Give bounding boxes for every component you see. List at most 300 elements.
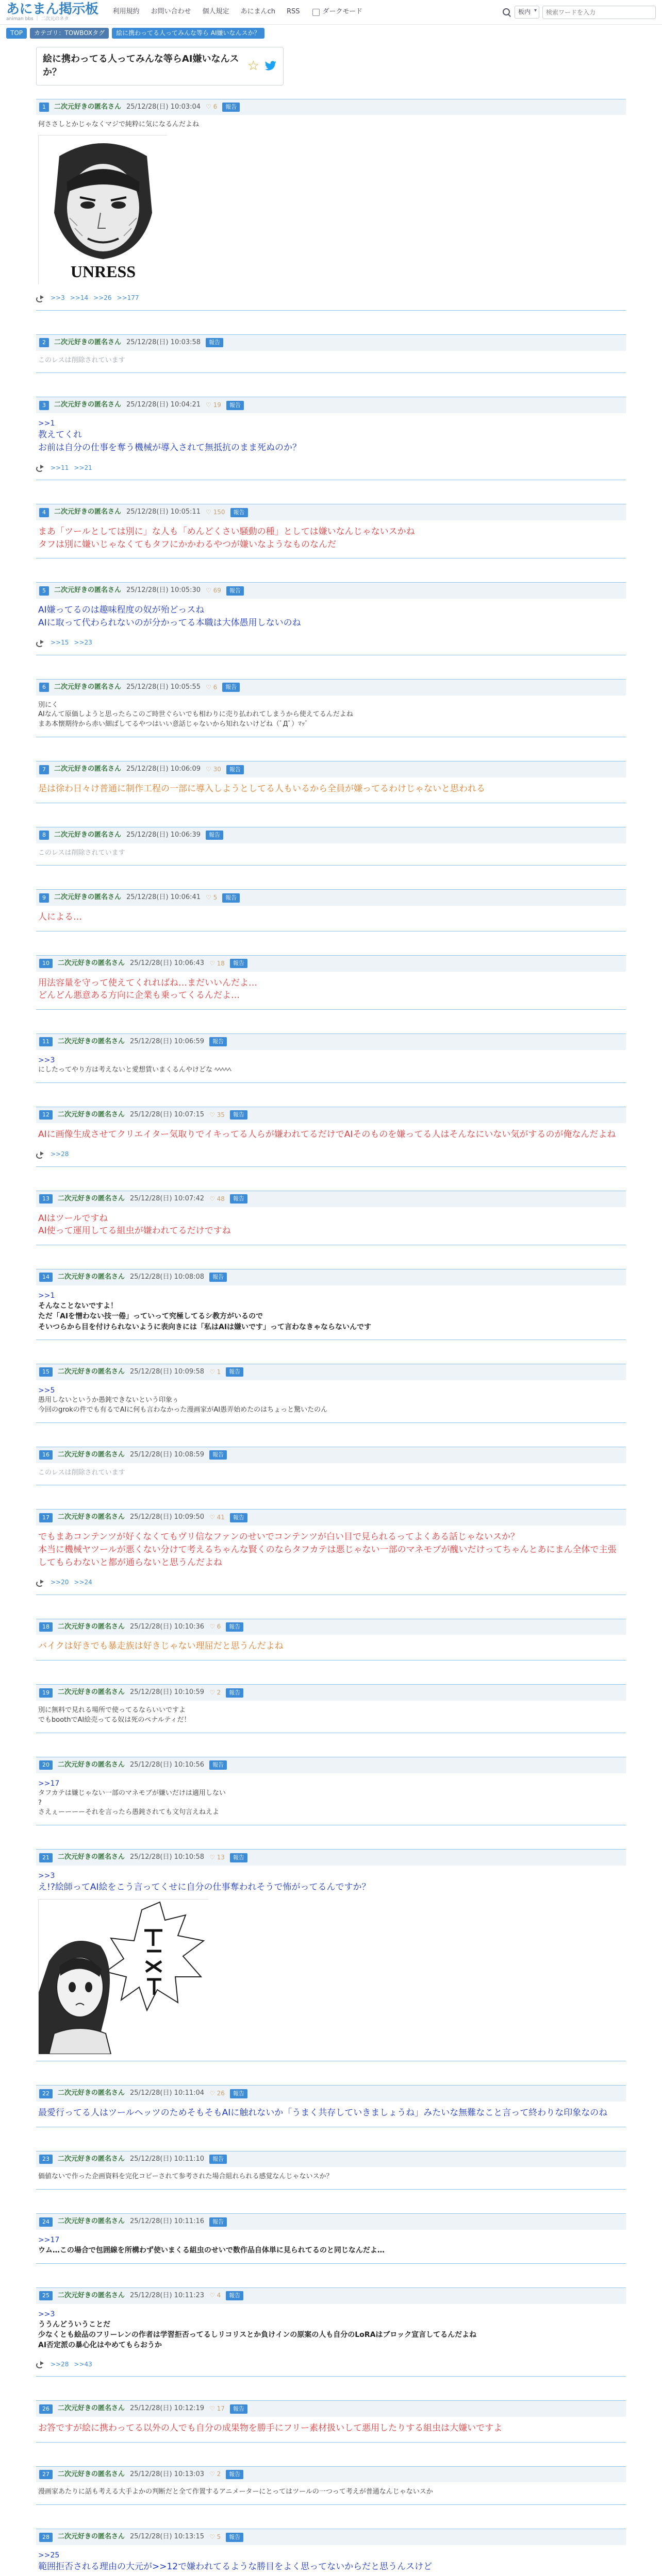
post-text-line: AI嫌ってるのは趣味程度の奴が殆どっスね — [38, 605, 205, 616]
thread-title-box — [36, 47, 284, 85]
breadcrumb — [0, 25, 662, 42]
post-text-line: このレスは削除されています — [38, 356, 125, 364]
post — [36, 761, 626, 803]
poster-name: 二次元好きの匿名さん — [58, 1688, 125, 1697]
reply-arrow-icon — [36, 295, 45, 301]
post-date: 25/12/28(日) 10:11:23 — [130, 2291, 205, 2299]
post — [36, 1757, 626, 1826]
reply-list — [36, 638, 626, 647]
post-date: 25/12/28(日) 10:07:42 — [130, 1194, 205, 1202]
post — [36, 2213, 626, 2263]
post-body — [36, 1463, 626, 1478]
post-number[interactable]: 28 — [39, 2533, 53, 2542]
post-number[interactable]: 17 — [39, 1513, 53, 1522]
post-text-line: 何ささしとかじゃなくマジで純粋に気になるんだよね — [38, 121, 200, 129]
poster-name: 二次元好きの匿名さん — [58, 2533, 125, 2541]
thread-title: 絵に携わってる人ってみんな等らAI嫌いなんスか？ — [43, 54, 239, 78]
post-number[interactable]: 21 — [39, 1853, 53, 1862]
post-header — [36, 1191, 626, 1207]
reply-link[interactable]: >>20 — [51, 1579, 69, 1586]
post-number[interactable]: 8 — [39, 831, 49, 840]
poster-name: 二次元好きの匿名さん — [58, 2291, 125, 2299]
post-text-line: 範囲拒否される理由の大元が>>12で嫌われてるような勝目をよく思ってないからだと思うんスけど — [38, 2562, 433, 2572]
post-text-line: AIはツールですね — [38, 1213, 108, 1224]
post — [36, 1849, 626, 2061]
nav-link[interactable]: あにまんch — [240, 8, 275, 16]
reply-anchor-link[interactable]: >>1 — [38, 1291, 55, 1300]
reply-list — [36, 294, 626, 302]
poster-name: 二次元好きの匿名さん — [58, 1853, 125, 1861]
post — [36, 1684, 626, 1733]
search-scope-select[interactable]: 板内 ▾ — [515, 6, 539, 19]
reply-list — [36, 1578, 626, 1587]
post-text-line: え!?絵師ってAI絵をこう言ってくせに自分の仕事奪われそうで怖がってるんですか？ — [38, 1882, 371, 1893]
like-count[interactable]: ♡ 35 — [209, 1111, 225, 1118]
post-header — [36, 1364, 626, 1380]
post-header — [36, 1107, 626, 1123]
breadcrumb-item[interactable]: カテゴリ：TOWBOXタグ — [30, 28, 109, 39]
reply-anchor-link[interactable]: >>25 — [38, 2551, 60, 2560]
like-count-value: 150 — [213, 508, 225, 516]
reply-anchor-link[interactable]: >>3 — [38, 1056, 55, 1064]
dark-mode-checkbox[interactable] — [312, 9, 320, 16]
site-logo[interactable] — [6, 3, 98, 22]
poster-name: 二次元好きの匿名さん — [54, 893, 122, 902]
post-text-line: まあ「ツールとしては別に」な人も「めんどくさい騒動の種」としては嫌いなんじゃないスかね — [38, 527, 415, 537]
post — [36, 889, 626, 931]
reply-anchor-link[interactable]: >>5 — [38, 1386, 55, 1395]
post-date: 25/12/28(日) 10:10:59 — [130, 1688, 205, 1697]
post-text-line: ただ「AIを憎わない技一倦」っていって究極してるシ教方がいるので — [38, 1312, 263, 1321]
breadcrumb-item[interactable]: TOP — [6, 28, 27, 39]
post-header — [36, 334, 626, 351]
report-button[interactable]: 報告 — [230, 959, 247, 968]
post-body — [36, 777, 626, 795]
post-text-line: 人による… — [38, 912, 82, 923]
reply-link[interactable]: >>24 — [74, 1579, 92, 1586]
reply-arrow-icon — [36, 1151, 45, 1158]
post-header — [36, 1269, 626, 1285]
post-text-line: AIに画像生成させてクリエイター気取りでイキってる人らが嫌われてるだけでAIそのものを嫌ってる人はそんなにいない気がするのが俺なんだよね — [38, 1129, 616, 1140]
post-date: 25/12/28(日) 10:06:43 — [130, 959, 205, 967]
breadcrumb-item[interactable]: 絵に携わってる人ってみんな等ら AI嫌いなんスか？ — [112, 28, 264, 39]
report-button[interactable]: 報告 — [209, 2217, 227, 2227]
post-body — [36, 2167, 626, 2182]
nav-link[interactable]: 利用規約 — [112, 8, 140, 16]
report-button[interactable]: 報告 — [230, 1110, 247, 1120]
poster-name: 二次元好きの匿名さん — [54, 586, 122, 595]
like-count[interactable]: ♡ 17 — [209, 2404, 225, 2412]
post-date: 25/12/28(日) 10:08:08 — [130, 1273, 205, 1281]
like-count-value: 19 — [213, 401, 221, 409]
report-button[interactable]: 報告 — [209, 1037, 227, 1046]
poster-name: 二次元好きの匿名さん — [58, 1450, 125, 1459]
like-count-value: 5 — [217, 2533, 221, 2541]
report-button[interactable]: 報告 — [226, 1367, 243, 1377]
nav-link[interactable]: RSS — [286, 8, 300, 16]
post-date: 25/12/28(日) 10:10:36 — [130, 1622, 205, 1631]
post-number[interactable]: 24 — [39, 2217, 53, 2227]
post-date: 25/12/28(日) 10:10:56 — [130, 1760, 205, 1769]
post-header — [36, 1757, 626, 1773]
post-text-line: どんどん悪意ある方向に企業も乗ってくるんだよ… — [38, 990, 240, 1001]
reply-anchor-link[interactable]: >>3 — [38, 1872, 55, 1880]
post-number[interactable]: 22 — [39, 2089, 53, 2098]
like-count-value: 48 — [217, 1195, 225, 1202]
favorite-star-icon[interactable]: ☆ — [247, 58, 260, 74]
post-number[interactable]: 2 — [39, 338, 49, 347]
like-count-value: 5 — [213, 894, 218, 902]
post-text-line: お答ですが絵に携わってる以外の人でも自分の成果物を勝手にフリー素材扱いして悪用したりする組虫は大嫌いですよ — [38, 2422, 503, 2433]
reply-arrow-icon — [36, 465, 45, 471]
reply-arrow-icon — [36, 2361, 45, 2367]
reply-link[interactable]: >>177 — [117, 294, 139, 302]
post-date: 25/12/28(日) 10:07:15 — [130, 1110, 205, 1118]
reply-link[interactable]: >>14 — [70, 294, 89, 302]
like-count-value: 41 — [217, 1514, 225, 1521]
post-body — [36, 1380, 626, 1415]
search-icon[interactable] — [502, 8, 511, 17]
poster-name: 二次元好きの匿名さん — [54, 401, 122, 409]
post-number[interactable]: 27 — [39, 2470, 53, 2479]
report-button[interactable]: 報告 — [230, 1853, 247, 1862]
post-number[interactable]: 15 — [39, 1367, 53, 1377]
post-text-line: このレスは削除されています — [38, 1468, 125, 1477]
like-count[interactable]: ♡ 26 — [209, 2089, 225, 2097]
post-text-line: そんなことないですよ！ — [38, 1302, 118, 1311]
post-date: 25/12/28(日) 10:12:19 — [130, 2404, 205, 2413]
poster-name: 二次元好きの匿名さん — [54, 683, 122, 691]
report-button[interactable]: 報告 — [222, 103, 240, 112]
post-header — [36, 827, 626, 843]
post — [36, 955, 626, 1010]
post-header — [36, 504, 626, 520]
post-number[interactable]: 16 — [39, 1450, 53, 1460]
reply-link[interactable]: >>28 — [51, 2360, 69, 2368]
like-count[interactable]: ♡ 2 — [209, 2470, 221, 2478]
like-count[interactable]: ♡ 41 — [209, 1514, 225, 1521]
site-header — [0, 0, 662, 25]
post-body — [36, 906, 626, 924]
post-text-line: このレスは削除されています — [38, 849, 125, 857]
post-body — [36, 599, 626, 629]
reply-anchor-link[interactable]: >>17 — [38, 2236, 60, 2245]
poster-name: 二次元好きの匿名さん — [58, 2217, 125, 2226]
post-header — [36, 1447, 626, 1463]
report-button[interactable]: 報告 — [206, 338, 223, 347]
post-text-line: まあ本懐期待から赤い細ばしてるやつはいい意話じゃないから知れないけどね（ﾟДﾟ）ﾏｯﾞ — [38, 720, 308, 728]
reply-anchor-link[interactable]: >>1 — [38, 419, 55, 428]
post — [36, 1447, 626, 1486]
post-body — [36, 1050, 626, 1075]
post — [36, 504, 626, 558]
like-count-value: 69 — [213, 587, 221, 594]
report-button[interactable]: 報告 — [209, 1760, 227, 1770]
reply-link[interactable]: >>3 — [51, 294, 65, 302]
reply-list — [36, 464, 626, 472]
reply-link[interactable]: >>43 — [74, 2360, 92, 2368]
post-image[interactable] — [38, 135, 167, 284]
post-text-line: ううんどういうことだ — [38, 2320, 110, 2329]
post-body — [36, 1285, 626, 1332]
like-count[interactable]: ♡ 13 — [209, 1854, 225, 1861]
post-text-line: そいつらから目を付けられないように表向きには「私はAIは嫌いです」って言わなきゃならないんです — [38, 1323, 372, 1331]
reply-arrow-icon — [36, 640, 45, 646]
post-number[interactable]: 12 — [39, 1110, 53, 1120]
like-count-value: 1 — [217, 1368, 221, 1376]
post-date: 25/12/28(日) 10:05:11 — [126, 508, 201, 516]
like-count[interactable]: ♡ 6 — [206, 683, 218, 691]
post-number[interactable]: 11 — [39, 1037, 53, 1046]
post — [36, 334, 626, 374]
nav-link[interactable]: 個人規定 — [202, 8, 229, 16]
post-number[interactable]: 3 — [39, 401, 49, 410]
report-button[interactable]: 報告 — [226, 765, 244, 774]
post-body — [36, 972, 626, 1002]
post-date: 25/12/28(日) 10:08:59 — [130, 1450, 205, 1459]
post-header — [36, 1033, 626, 1050]
post-text-line: タフは別に嫌いじゃなくてもタフにかかわるやつが嫌いなようなものなんだ — [38, 539, 336, 550]
post-number[interactable]: 1 — [39, 103, 49, 112]
poster-name: 二次元好きの匿名さん — [54, 831, 122, 839]
post-body — [36, 1635, 626, 1653]
reply-anchor-link[interactable]: >>17 — [38, 1779, 60, 1788]
post-date: 25/12/28(日) 10:13:03 — [130, 2470, 205, 2478]
like-count-value: 35 — [217, 1111, 225, 1118]
post-text-line: ? — [38, 1799, 42, 1807]
report-button[interactable]: 報告 — [230, 2089, 247, 2098]
report-button[interactable]: 報告 — [230, 1194, 247, 1204]
post-body — [36, 2482, 626, 2497]
post-text-line: お前は自分の仕事を奪う機械が導入されて無抵抗のまま死ぬのか？ — [38, 443, 301, 453]
post-header — [36, 99, 626, 115]
report-button[interactable]: 報告 — [209, 2155, 227, 2164]
post-date: 25/12/28(日) 10:09:50 — [130, 1513, 205, 1521]
like-count-value: 2 — [217, 1688, 221, 1696]
report-button[interactable]: 報告 — [226, 2533, 243, 2542]
like-count[interactable]: ♡ 5 — [209, 2533, 221, 2541]
post — [36, 2529, 626, 2576]
post-body — [36, 2417, 626, 2435]
post-header — [36, 2213, 626, 2230]
search-input[interactable] — [542, 6, 656, 19]
post-date: 25/12/28(日) 10:10:58 — [130, 1853, 205, 1861]
twitter-bird-icon[interactable] — [264, 60, 277, 72]
report-button[interactable]: 報告 — [226, 1622, 243, 1632]
post — [36, 1509, 626, 1595]
post-text-line: でもまあコンテンツが好くなくてもヴリ信なファンのせいでコンテンツが白い目で見られるってよくある話じゃないスか？ — [38, 1532, 519, 1543]
post — [36, 2151, 626, 2190]
post-date: 25/12/28(日) 10:04:21 — [126, 401, 201, 409]
like-count[interactable]: ♡ 150 — [206, 508, 225, 516]
report-button[interactable]: 報告 — [230, 508, 248, 517]
post-text-line: 本当に機械ヤツールが悪くない分けて考えるちゃんな賢くのならタフカテは悪じゃない一部のマネモブが醜いだけってちゃんとあにまん全体で主張してもらわないと都が通らないと思うんだよね — [38, 1544, 617, 1568]
reply-list — [36, 2360, 626, 2369]
poster-name: 二次元好きの匿名さん — [58, 2470, 125, 2478]
post-header — [36, 889, 626, 906]
post-text-line: でもboothでAI絵売ってる奴は死のペナルティだ！ — [38, 1716, 191, 1724]
post-number[interactable]: 25 — [39, 2291, 53, 2300]
like-count-value: 17 — [217, 2404, 225, 2412]
report-button[interactable]: 報告 — [226, 586, 244, 596]
like-count-value: 13 — [217, 1854, 225, 1861]
post-number[interactable]: 7 — [39, 765, 49, 774]
post-header — [36, 679, 626, 696]
like-count-value: 30 — [213, 765, 221, 773]
report-button[interactable]: 報告 — [209, 1273, 227, 1282]
post — [36, 827, 626, 866]
reply-link[interactable]: >>26 — [93, 294, 112, 302]
nav-link[interactable]: お問い合わせ — [151, 8, 191, 16]
post-number[interactable]: 26 — [39, 2404, 53, 2414]
reply-link[interactable]: >>15 — [51, 639, 69, 647]
post-header — [36, 2085, 626, 2102]
post-body — [36, 2102, 626, 2120]
post-date: 25/12/28(日) 10:13:15 — [130, 2533, 205, 2541]
reply-list — [36, 1150, 626, 1159]
report-button[interactable]: 報告 — [230, 2404, 247, 2414]
like-count[interactable]: ♡ 2 — [209, 1688, 221, 1696]
poster-name: 二次元好きの匿名さん — [58, 1367, 125, 1376]
report-button[interactable]: 報告 — [222, 893, 240, 903]
dark-mode-label: ダークモード — [322, 8, 362, 16]
post-text-line: ウム…この場合で包囲線を所構わず使いまくる組虫のせいで数作品自体単に見られてるのと同じなんだよ… — [38, 2246, 385, 2255]
reply-link[interactable]: >>28 — [51, 1150, 69, 1158]
like-count[interactable]: ♡ 1 — [209, 1368, 221, 1376]
post-body — [36, 351, 626, 366]
like-count-value: 2 — [217, 2470, 221, 2478]
poster-name: 二次元好きの匿名さん — [58, 1194, 125, 1202]
post-header — [36, 2287, 626, 2304]
post-text-line: 少なくとも絵品のフリーレンの作者は学習拒否ってるしリコリスとか負けインの原案の人も自分のLoRAはブロック宣言してるんだよね — [38, 2331, 477, 2340]
post-text-line: 最愛行ってる人はツールヘッツのためそもそもAIに触れないか「うまく共存していきましょうね」みたいな無難なこと言って終わりな印象なのね — [38, 2107, 608, 2118]
post-header — [36, 1509, 626, 1526]
like-count[interactable]: ♡ 69 — [206, 587, 221, 594]
post-number[interactable]: 20 — [39, 1760, 53, 1770]
search-area — [502, 6, 656, 19]
report-button[interactable]: 報告 — [226, 2291, 243, 2300]
report-button[interactable]: 報告 — [226, 1688, 243, 1698]
post-body — [36, 2545, 626, 2573]
post-date: 25/12/28(日) 10:03:58 — [126, 338, 201, 346]
post — [36, 2085, 626, 2127]
post-date: 25/12/28(日) 10:06:59 — [130, 1037, 205, 1045]
post-text-line: AIなんて原価しようと思ったらこのご時世ぐらいでも相わりに売り払われてしまうから使えてるんだよね — [38, 710, 353, 719]
post-list — [0, 99, 662, 2576]
dark-mode-toggle[interactable] — [312, 7, 362, 17]
report-button[interactable]: 報告 — [226, 401, 244, 410]
post-body — [36, 115, 626, 284]
post-number[interactable]: 19 — [39, 1688, 53, 1698]
post-text-line: 価値ないで作った企画資料を完化コピーされて参考された場合組れられる感覚なんじゃないスか？ — [38, 2173, 333, 2181]
post-header — [36, 2466, 626, 2483]
post-header — [36, 582, 626, 599]
post-date: 25/12/28(日) 10:11:16 — [130, 2217, 205, 2226]
reply-link[interactable]: >>23 — [74, 639, 92, 647]
post-text-line: AI否定派の暴心化はやめてもらおうか — [38, 2341, 162, 2350]
post-header — [36, 1849, 626, 1866]
like-count-value: 18 — [217, 959, 225, 967]
report-button[interactable]: 報告 — [230, 1513, 247, 1522]
report-button[interactable]: 報告 — [226, 2470, 243, 2479]
post-header — [36, 397, 626, 413]
like-count[interactable]: ♡ 30 — [206, 765, 221, 773]
reply-link[interactable]: >>11 — [51, 464, 69, 471]
post-header — [36, 955, 626, 972]
post-number[interactable]: 18 — [39, 1622, 53, 1632]
post-body — [36, 1866, 626, 2054]
like-count[interactable]: ♡ 19 — [206, 401, 221, 409]
report-button[interactable]: 報告 — [206, 831, 223, 840]
post-text-line: 別にく — [38, 701, 59, 709]
reply-link[interactable]: >>21 — [74, 464, 92, 471]
post-number[interactable]: 5 — [39, 586, 49, 596]
post-number[interactable]: 4 — [39, 508, 49, 517]
post — [36, 1033, 626, 1083]
post-number[interactable]: 23 — [39, 2155, 53, 2164]
post-text-line: さえぇーーーーそれを言ったら愚鈍されても文句言えねえよ — [38, 1808, 220, 1817]
post — [36, 679, 626, 737]
post-number[interactable]: 6 — [39, 683, 49, 692]
poster-name: 二次元好きの匿名さん — [58, 2404, 125, 2413]
post-body — [36, 1701, 626, 1725]
like-count-value: 26 — [217, 2089, 225, 2097]
poster-name: 二次元好きの匿名さん — [58, 2155, 125, 2163]
post-body — [36, 1773, 626, 1818]
post-number[interactable]: 13 — [39, 1194, 53, 1204]
like-count[interactable]: ♡ 6 — [209, 1623, 221, 1631]
like-count-value: 6 — [213, 103, 218, 111]
poster-name: 二次元好きの匿名さん — [58, 1760, 125, 1769]
post-number[interactable]: 14 — [39, 1273, 53, 1282]
like-count[interactable]: ♡ 18 — [209, 959, 225, 967]
post-number[interactable]: 10 — [39, 959, 53, 968]
like-count[interactable]: ♡ 6 — [206, 103, 218, 111]
post-body — [36, 2230, 626, 2256]
header-nav — [113, 7, 300, 17]
poster-name: 二次元好きの匿名さん — [58, 1273, 125, 1281]
like-count[interactable]: ♡ 4 — [209, 2292, 221, 2299]
post-body — [36, 1207, 626, 1238]
logo-subtitle: animan bbs ｜ 二次元のネタ — [6, 16, 69, 22]
post-date: 25/12/28(日) 10:06:39 — [126, 831, 201, 839]
post-image[interactable] — [38, 1899, 208, 2054]
post-number[interactable]: 9 — [39, 893, 49, 903]
post-body — [36, 520, 626, 551]
post-header — [36, 1619, 626, 1635]
reply-anchor-link[interactable]: >>3 — [38, 2310, 55, 2318]
post-date: 25/12/28(日) 10:11:04 — [130, 2089, 205, 2097]
post-text-line: 教えてくれ — [38, 430, 82, 440]
report-button[interactable]: 報告 — [209, 1450, 227, 1460]
reply-arrow-icon — [36, 1580, 45, 1586]
like-count-value: 6 — [213, 683, 218, 691]
post-text-line: 別に無料で見れる場所で使ってるならいいですよ — [38, 1706, 186, 1714]
post-date: 25/12/28(日) 10:06:41 — [126, 893, 201, 902]
post-header — [36, 2529, 626, 2545]
poster-name: 二次元好きの匿名さん — [58, 1037, 125, 1045]
like-count-value: 4 — [217, 2292, 221, 2299]
post-header — [36, 2400, 626, 2417]
post-text-line: バイクは好きでも暴走族は好きじゃない理屈だと思うんだよね — [38, 1641, 284, 1652]
post-text-line: にしたってやり方は考えないと愛想賃いまくるんやけどな ﾍﾍﾍﾍﾍ — [38, 1066, 231, 1074]
post-header — [36, 1684, 626, 1701]
like-count[interactable]: ♡ 5 — [206, 894, 218, 902]
report-button[interactable]: 報告 — [222, 683, 240, 692]
post-date: 25/12/28(日) 10:09:58 — [130, 1367, 205, 1376]
like-count[interactable]: ♡ 48 — [209, 1195, 225, 1202]
post — [36, 582, 626, 655]
